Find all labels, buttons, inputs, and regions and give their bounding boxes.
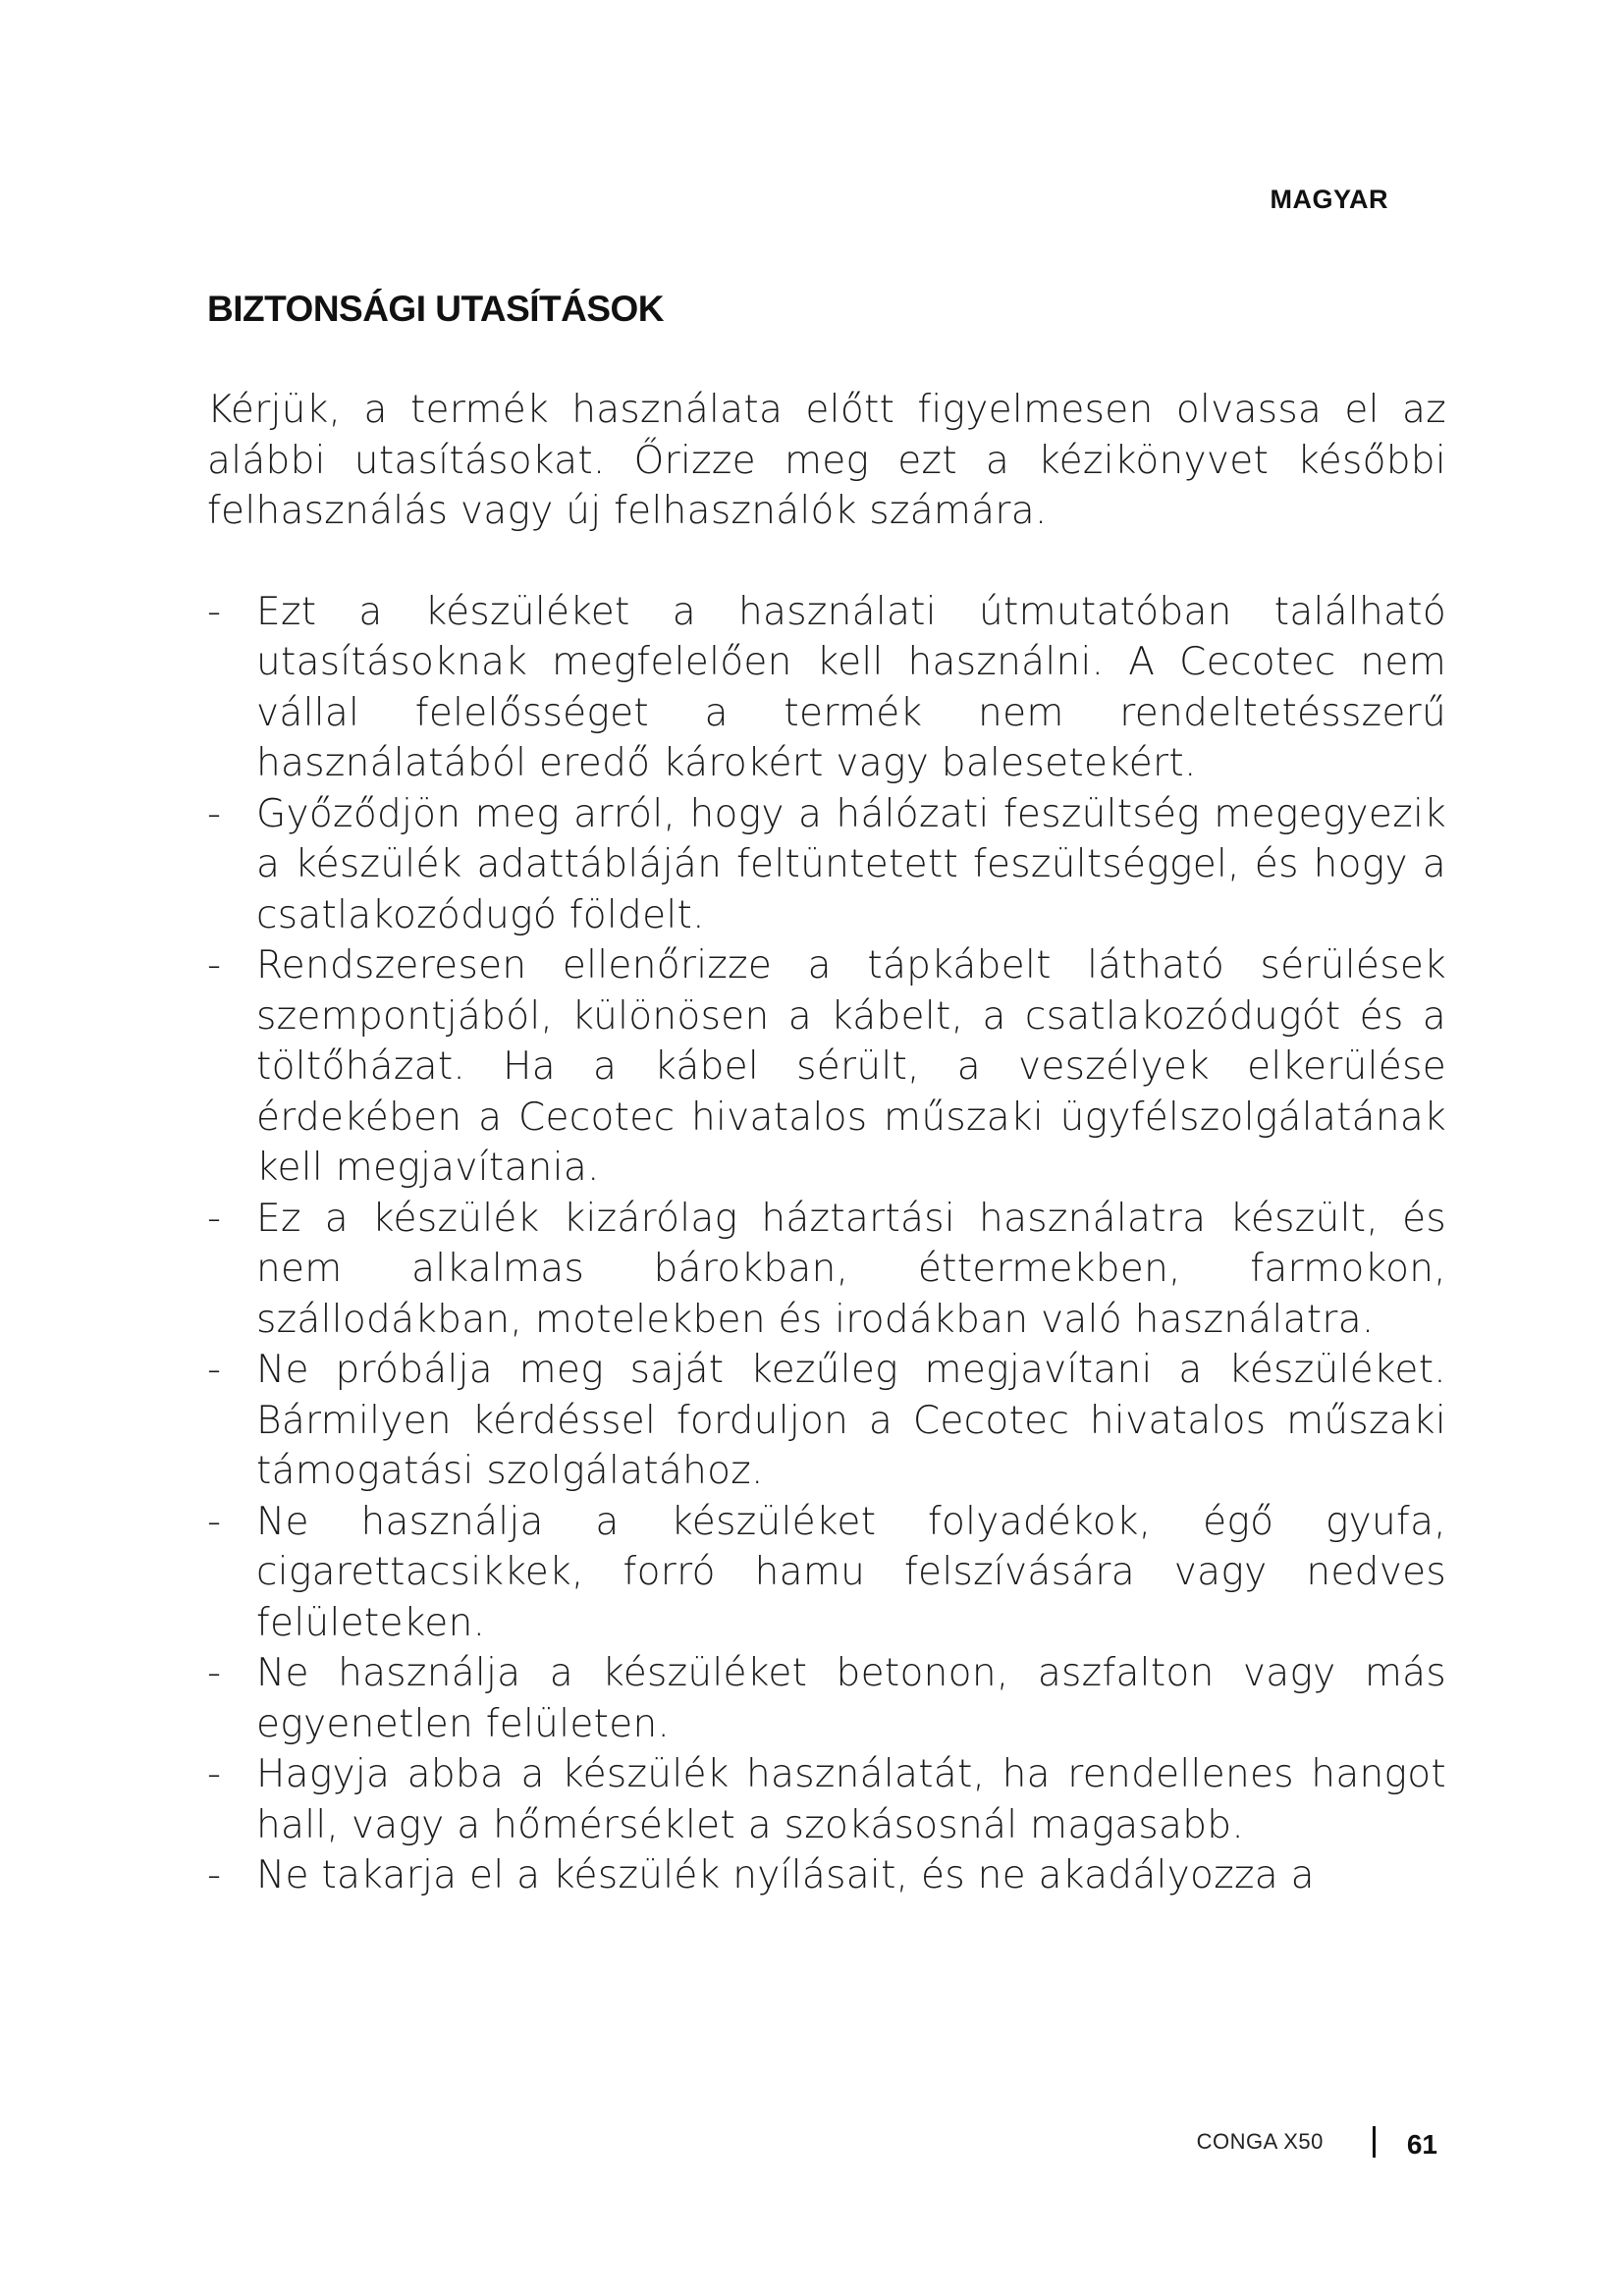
list-item: - Ne használja a készüléket folyadékok, égő gyufa, cigarettacsikkek, forró hamu felszívására vagy nedves felületeken. — [207, 1497, 1446, 1649]
list-item: - Ne próbálja meg saját kezűleg megjavítani a készüléket. Bármilyen kérdéssel forduljon a Cecotec hivatalos műszaki támogatási szolgálatához. — [207, 1345, 1446, 1497]
content-body — [207, 385, 1446, 1901]
model-name: CONGA X50 — [1196, 2129, 1324, 2154]
page-number: 61 — [1406, 2129, 1437, 2160]
list-item: - Ez a készülék kizárólag háztartási használatra készült, és nem alkalmas bárokban, éttermekben, farmokon, szállodákban, motelekben és irodákban való használatra. — [207, 1194, 1446, 1346]
list-item: - Ne használja a készüléket betonon, aszfalton vagy más egyenetlen felületen. — [207, 1648, 1446, 1749]
page-footer — [1197, 2123, 1437, 2161]
section-title: BIZTONSÁGI UTASÍTÁSOK — [207, 289, 665, 329]
list-item: - Hagyja abba a készülék használatát, ha rendellenes hangot hall, vagy a hőmérséklet a szokásosnál magasabb. — [207, 1749, 1446, 1850]
language-label: MAGYAR — [1270, 185, 1388, 214]
footer-divider — [1373, 2126, 1376, 2158]
safety-instructions-list — [207, 587, 1446, 1901]
list-item: - Ezt a készüléket a használati útmutatóban található utasításoknak megfelelően kell használni. A Cecotec nem vállal felelősséget a termék nem rendeltetésszerű használatából eredő károkért vagy balesetekért. — [207, 587, 1446, 789]
intro-paragraph: Kérjük, a termék használata előtt figyelmesen olvassa el az alábbi utasításokat. Őrizze meg ezt a kézikönyvet későbbi felhasználás vagy új felhasználók számára. — [207, 388, 1446, 533]
list-item: - Rendszeresen ellenőrizze a tápkábelt látható sérülések szempontjából, különösen a kábelt, a csatlakozódugót és a töltőházat. Ha a kábel sérült, a veszélyek elkerülése érdekében a Cecotec hivatalos műszaki ügyfélszolgálatának kell megjavítania. — [207, 940, 1446, 1194]
list-item: - Ne takarja el a készülék nyílásait, és ne akadályozza a — [207, 1850, 1446, 1901]
list-item: - Győződjön meg arról, hogy a hálózati feszültség megegyezik a készülék adattábláján feltüntetett feszültséggel, és hogy a csatlakozódugó földelt. — [207, 789, 1446, 941]
